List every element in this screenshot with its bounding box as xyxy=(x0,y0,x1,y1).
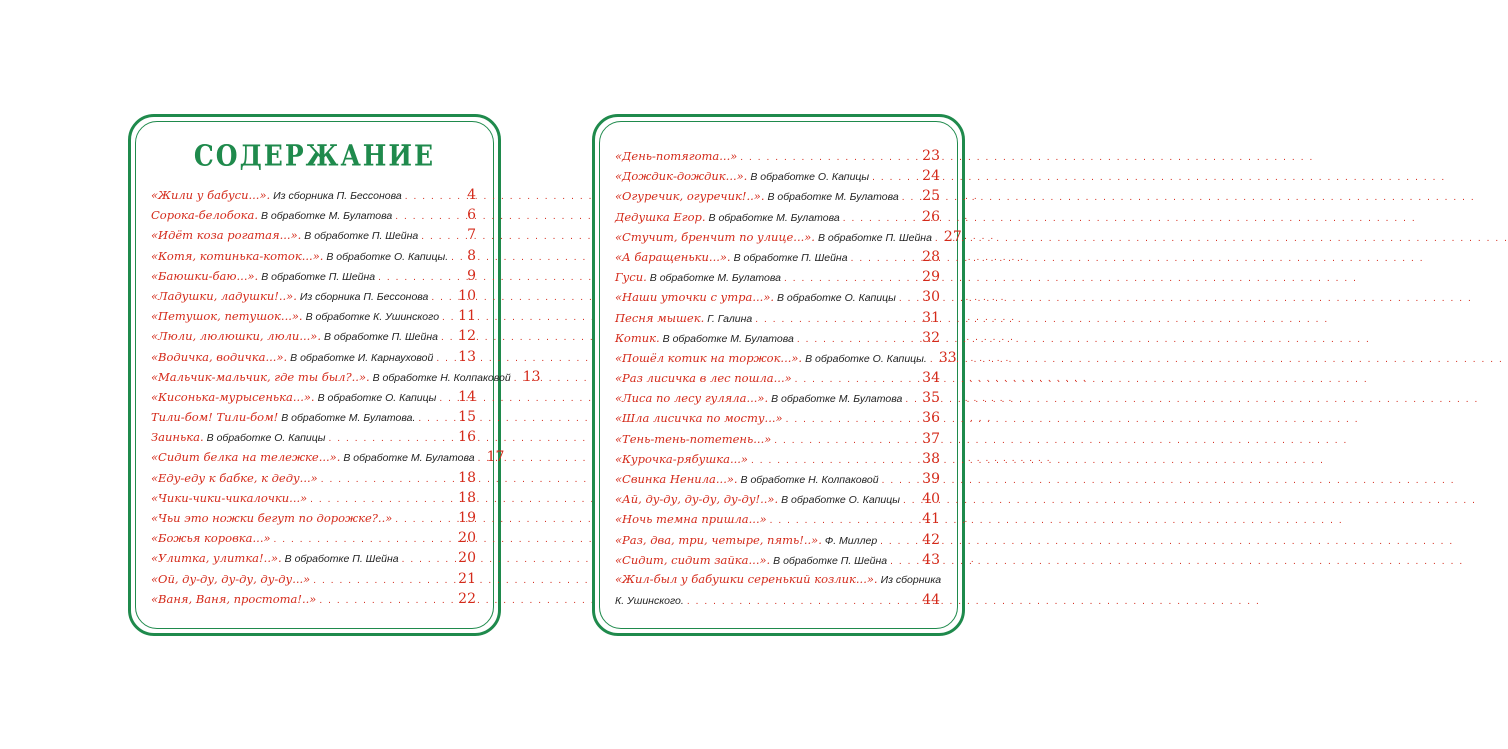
toc-entry-source: В обработке П. Шейна xyxy=(304,230,419,243)
toc-entry-page: 20 xyxy=(458,550,476,567)
toc-leader-dots xyxy=(899,293,919,304)
toc-leader-dots xyxy=(880,536,919,547)
toc-entry-source: В обработке О. Капицы. xyxy=(326,250,449,263)
toc-entry-title: «А баращеньки...». xyxy=(615,249,731,264)
toc-leader-dots xyxy=(784,273,919,284)
toc-entry[interactable] xyxy=(151,207,476,227)
toc-entry[interactable] xyxy=(615,431,940,451)
toc-entry[interactable] xyxy=(615,289,940,309)
toc-entry[interactable] xyxy=(615,572,940,592)
toc-entry-page: 37 xyxy=(922,430,940,447)
toc-entry-page: 16 xyxy=(458,429,476,446)
left-page xyxy=(128,114,541,636)
toc-entry-title: «Котя, котинька-коток...». xyxy=(151,248,324,263)
toc-entry-source: В обработке М. Булатова xyxy=(708,211,840,224)
toc-entry-title: «Кисонька-мурысенька...». xyxy=(151,389,315,404)
toc-entry-page: 15 xyxy=(458,409,476,426)
toc-entry-title: «Жили у бабуси...». xyxy=(151,188,271,202)
toc-entry-title: «Мальчик-мальчик, где ты был?..». xyxy=(151,369,370,384)
toc-entry-page: 27 xyxy=(943,228,962,245)
toc-leader-dots xyxy=(751,455,919,466)
toc-entry-page: 44 xyxy=(922,591,940,608)
toc-entry[interactable] xyxy=(615,370,940,390)
toc-entry-title: «Лиса по лесу гуляла...». xyxy=(615,391,769,406)
toc-entry-page: 31 xyxy=(922,309,940,326)
toc-entry-title: «Улитка, улитка!..». xyxy=(151,551,282,566)
toc-entry[interactable] xyxy=(615,552,940,572)
toc-entry[interactable] xyxy=(151,187,476,207)
toc-entry-page: 35 xyxy=(922,390,940,407)
toc-entry[interactable] xyxy=(151,328,476,348)
toc-entry-source: В обработке М. Булатова xyxy=(771,393,903,406)
left-toc-list xyxy=(151,187,541,611)
toc-entry-title: «Идёт коза рогатая...». xyxy=(151,228,302,243)
toc-entry[interactable] xyxy=(615,390,940,410)
toc-entry-title: «Чики-чики-чикалочки...» xyxy=(151,490,308,505)
toc-entry-title: «Курочка-рябушка...» xyxy=(615,451,748,466)
toc-entry-page: 40 xyxy=(922,491,940,508)
toc-entry[interactable] xyxy=(615,249,940,269)
toc-leader-dots xyxy=(418,413,455,424)
toc-entry-title: Песня мышек. xyxy=(615,310,705,325)
toc-entry-page: 11 xyxy=(458,308,476,325)
toc-entry[interactable] xyxy=(615,471,940,491)
toc-entry-page: 33 xyxy=(938,349,957,366)
toc-entry[interactable] xyxy=(615,410,940,430)
toc-entry[interactable] xyxy=(615,451,940,471)
toc-leader-dots xyxy=(274,534,456,545)
toc-entry-title: «Сидит белка на тележке...». xyxy=(151,450,341,465)
toc-entry[interactable] xyxy=(151,510,476,530)
toc-entry-page: 20 xyxy=(458,530,476,547)
toc-entry-page: 10 xyxy=(458,287,476,304)
toc-leader-dots xyxy=(882,475,920,486)
toc-entry-source: В обработке О. Капицы xyxy=(317,391,437,404)
toc-entry-source: В обработке И. Карнауховой xyxy=(290,351,434,364)
toc-leader-dots xyxy=(687,596,919,607)
toc-entry-source: В обработке М. Булатова xyxy=(662,332,794,345)
toc-entry-title: Заинька. xyxy=(151,430,204,445)
toc-entry[interactable] xyxy=(615,330,940,350)
toc-entry-source: В обработке Н. Колпаковой xyxy=(372,371,511,384)
toc-entry-page: 14 xyxy=(458,388,476,405)
toc-leader-dots xyxy=(795,374,920,385)
toc-entry-title: «Сидит, сидит зайка...». xyxy=(615,552,771,567)
toc-leader-dots xyxy=(786,414,920,425)
toc-entry-source: В обработке О. Капицы xyxy=(777,292,896,305)
toc-leader-dots xyxy=(313,575,455,586)
toc-entry-page: 32 xyxy=(922,329,940,346)
toc-entry[interactable] xyxy=(151,227,476,247)
toc-entry-title: «Божья коровка...» xyxy=(151,531,271,546)
toc-entry-page: 22 xyxy=(458,590,476,607)
toc-entry-page: 9 xyxy=(467,267,476,284)
toc-entry-source: В обработке Н. Колпаковой xyxy=(740,474,879,486)
toc-entry-page: 18 xyxy=(458,469,476,486)
toc-entry-source: В обработке П. Шейна xyxy=(284,553,399,566)
toc-entry-title: «Наши уточки с утра...». xyxy=(615,290,775,305)
toc-entry-page: 12 xyxy=(458,328,476,345)
toc-entry-page: 34 xyxy=(922,370,940,387)
toc-leader-dots xyxy=(421,231,464,242)
toc-entry-source: В обработке О. Капицы xyxy=(206,432,326,445)
toc-entry-page: 7 xyxy=(467,227,476,244)
toc-entry-title: «Петушок, петушок...». xyxy=(151,309,303,324)
toc-entry-title: «Шла лисичка по мосту...» xyxy=(615,411,783,426)
toc-leader-dots xyxy=(441,332,455,343)
toc-entry-title: Дедушка Егор. xyxy=(615,209,706,224)
toc-entry[interactable] xyxy=(151,349,476,369)
toc-leader-dots xyxy=(451,252,464,263)
toc-entry-title: «День-потягота...» xyxy=(615,149,738,163)
toc-entry-title: «Еду-еду к бабке, к деду...» xyxy=(151,470,318,485)
toc-entry-source: В обработке М. Булатова xyxy=(261,210,393,223)
toc-leader-dots xyxy=(740,152,919,163)
toc-leader-dots xyxy=(905,394,919,405)
toc-leader-dots xyxy=(436,353,455,364)
toc-entry-source: Из сборника xyxy=(880,573,942,586)
toc-entry[interactable] xyxy=(151,288,476,308)
toc-leader-dots xyxy=(328,433,455,444)
toc-entry-title: «Люли, люлюшки, люли...». xyxy=(151,329,322,344)
toc-entry-source: В обработке К. Ушинского xyxy=(305,311,440,324)
toc-leader-dots xyxy=(755,314,919,325)
toc-entry[interactable] xyxy=(151,591,476,611)
toc-entry-page: 36 xyxy=(922,410,940,427)
toc-entry[interactable] xyxy=(151,490,476,510)
toc-entry-title: «Огуречик, огуречик!..». xyxy=(615,189,765,204)
toc-entry-page: 6 xyxy=(467,207,476,224)
toc-entry-page: 21 xyxy=(458,570,476,587)
toc-entry[interactable] xyxy=(151,550,476,570)
toc-entry-page: 28 xyxy=(922,248,940,265)
toc-leader-dots xyxy=(402,554,456,565)
toc-leader-dots xyxy=(890,556,919,567)
toc-entry-title: «Чьи это ножки бегут по дорожке?..» xyxy=(151,511,393,525)
right-page xyxy=(592,114,965,636)
toc-leader-dots xyxy=(770,515,920,526)
toc-entry[interactable] xyxy=(615,532,940,552)
toc-entry-source: В обработке М. Булатова xyxy=(343,452,475,465)
toc-entry[interactable] xyxy=(151,248,476,268)
toc-entry-source: Из сборника П. Бессонова xyxy=(299,290,429,303)
toc-entry[interactable] xyxy=(615,209,940,229)
toc-entry[interactable] xyxy=(615,310,940,330)
toc-entry-title: Тили-бом! Тили-бом! xyxy=(151,410,279,425)
toc-entry-page: 39 xyxy=(922,471,940,487)
toc-entry-title: «Ладушки, ладушки!..». xyxy=(151,288,297,303)
toc-entry-page: 23 xyxy=(922,148,940,164)
toc-entry-title: «Ай, ду-ду, ду-ду, ду-ду!..». xyxy=(615,492,779,507)
toc-entry-title: «Ночь темна пришла...» xyxy=(615,512,767,527)
toc-entry[interactable] xyxy=(151,530,476,550)
toc-leader-dots xyxy=(395,211,464,222)
toc-entry-page: 8 xyxy=(467,247,476,264)
toc-entry-title: «Стучит, бренчит по улице...». xyxy=(615,229,815,244)
toc-leader-dots xyxy=(872,172,919,183)
toc-entry-title: «Водичка, водичка...». xyxy=(151,349,288,364)
toc-entry-page: 29 xyxy=(922,269,940,286)
toc-entry[interactable] xyxy=(151,470,476,490)
toc-entry-page: 13 xyxy=(458,348,476,365)
toc-entry-source: В обработке П. Шейна xyxy=(733,251,848,264)
toc-entry-source: В обработке О. Капицы. xyxy=(805,352,927,365)
toc-entry-page: 25 xyxy=(922,188,940,205)
toc-entry-page: 38 xyxy=(922,450,940,467)
toc-leader-dots xyxy=(395,514,455,525)
toc-leader-dots xyxy=(902,192,919,203)
toc-entry[interactable] xyxy=(151,429,476,449)
toc-entry-title: «Раз, два, три, четыре, пять!..». xyxy=(615,532,822,547)
toc-entry-source: Г. Галина xyxy=(707,312,753,325)
toc-entry[interactable] xyxy=(151,389,476,409)
toc-leader-dots xyxy=(797,334,919,345)
toc-entry-source: В обработке П. Шейна xyxy=(261,270,376,283)
toc-leader-dots xyxy=(851,253,920,264)
toc-entry[interactable] xyxy=(615,228,962,249)
toc-entry[interactable] xyxy=(151,571,476,591)
toc-entry[interactable] xyxy=(151,409,476,429)
toc-entry-page: 41 xyxy=(922,511,940,528)
toc-entry[interactable] xyxy=(615,491,940,511)
toc-leader-dots xyxy=(442,312,455,323)
toc-entry-source: В обработке П. Шейна xyxy=(773,554,888,567)
toc-entry-title: «Тень-тень-потетень...» xyxy=(615,431,772,446)
toc-leader-dots xyxy=(930,354,936,365)
toc-entry-source: В обработке О. Капицы xyxy=(781,494,900,507)
toc-leader-dots xyxy=(310,494,455,505)
toc-entry[interactable] xyxy=(615,148,940,168)
toc-entry-source: В обработке М. Булатова. xyxy=(281,412,416,425)
toc-entry-page: 30 xyxy=(922,289,940,306)
toc-entry-page: 43 xyxy=(922,551,940,568)
toc-entry[interactable] xyxy=(151,268,476,288)
toc-entry-source: В обработке О. Капицы xyxy=(750,171,870,184)
toc-entry-source: Ф. Миллер xyxy=(824,534,878,547)
toc-leader-dots xyxy=(431,292,455,303)
toc-entry[interactable] xyxy=(615,349,957,370)
toc-leader-dots xyxy=(378,272,464,283)
toc-entry[interactable] xyxy=(615,168,940,188)
toc-entry-title: Гуси. xyxy=(615,270,647,285)
toc-entry-continuation xyxy=(615,592,940,614)
toc-leader-dots xyxy=(903,495,919,506)
toc-entry-page: 42 xyxy=(922,531,940,548)
toc-entry-title: «Пошёл котик на торжок...». xyxy=(615,350,803,365)
toc-entry-title: «Баюшки-баю...». xyxy=(151,268,259,283)
toc-entry-source: Из сборника П. Бессонова xyxy=(273,190,402,202)
toc-entry-page: 24 xyxy=(922,168,940,185)
toc-entry-page: 13 xyxy=(522,368,541,385)
toc-entry[interactable] xyxy=(615,269,940,289)
toc-entry-title: «Ваня, Ваня, простота!..» xyxy=(151,591,317,606)
toc-leader-dots xyxy=(478,453,484,464)
toc-leader-dots xyxy=(774,435,919,446)
toc-entry-title: «Раз лисичка в лес пошла...» xyxy=(615,371,792,386)
toc-entry[interactable] xyxy=(151,449,505,469)
toc-entry-title: «Жил-был у бабушки серенький козлик...». xyxy=(615,571,878,586)
right-toc-list xyxy=(615,148,962,614)
toc-entry-page: 18 xyxy=(458,489,476,506)
toc-entry-title: «Дождик-дождик...». xyxy=(615,169,748,184)
toc-leader-dots xyxy=(843,213,919,224)
contents-heading: СОДЕРЖАНИЕ xyxy=(193,138,436,173)
toc-leader-dots xyxy=(439,393,455,404)
toc-entry-page: 19 xyxy=(458,510,476,526)
toc-entry-source: К. Ушинского. xyxy=(615,594,684,607)
toc-entry[interactable] xyxy=(151,368,541,389)
toc-entry-title: «Свинка Ненила...». xyxy=(615,472,738,486)
toc-entry[interactable] xyxy=(615,511,940,531)
toc-entry-source: В обработке П. Шейна xyxy=(324,331,438,344)
toc-entry-source: В обработке М. Булатова xyxy=(649,272,781,285)
toc-leader-dots xyxy=(319,595,455,606)
toc-entry[interactable] xyxy=(151,308,476,328)
toc-entry[interactable] xyxy=(615,188,940,208)
toc-leader-dots xyxy=(405,191,464,202)
toc-entry-title: Котик. xyxy=(615,330,660,345)
toc-leader-dots xyxy=(321,474,455,485)
toc-entry-source: В обработке М. Булатова xyxy=(767,191,899,204)
toc-entry-title: Сорока-белобока. xyxy=(151,208,259,223)
toc-leader-dots xyxy=(935,233,941,244)
toc-entry-page: 4 xyxy=(467,187,476,203)
toc-entry-page: 26 xyxy=(922,208,940,225)
toc-entry-page: 17 xyxy=(486,449,505,466)
toc-leader-dots xyxy=(514,373,520,384)
toc-entry-title: «Ой, ду-ду, ду-ду, ду-ду...» xyxy=(151,571,311,586)
toc-entry-source: В обработке П. Шейна xyxy=(817,231,932,244)
